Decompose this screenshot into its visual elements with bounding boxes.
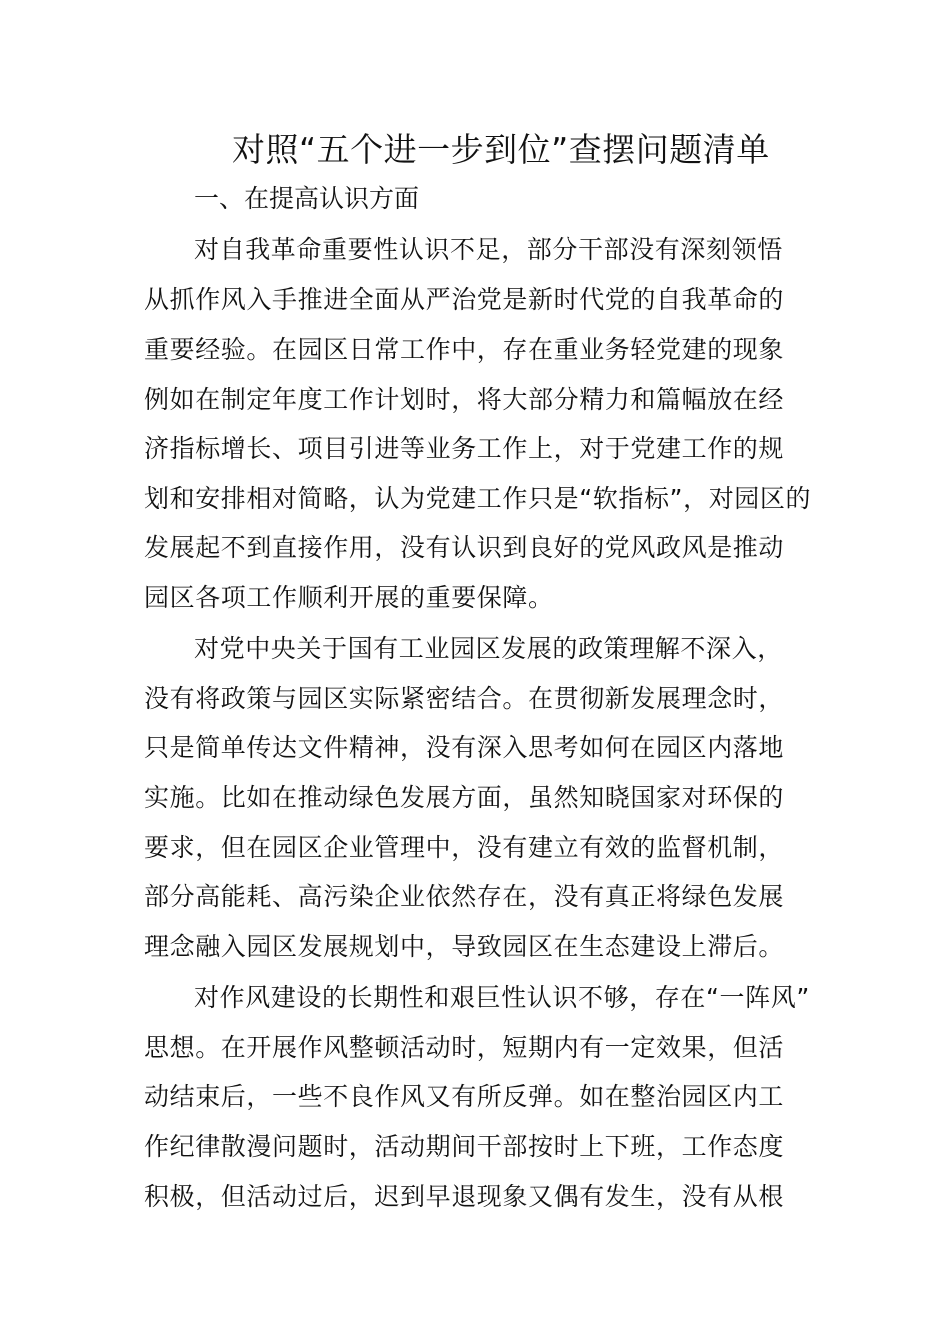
- paragraph-line: 从抓作风入手推进全面从严治党是新时代党的自我革命的: [144, 285, 785, 314]
- paragraph-line: 济指标增长、项目引进等业务工作上，对于党建工作的规: [144, 434, 785, 463]
- paragraph-line: 只是简单传达文件精神，没有深入思考如何在园区内落地: [144, 733, 785, 762]
- paragraph-line: 思想。在开展作风整顿活动时，短期内有一定效果，但活: [144, 1033, 785, 1062]
- paragraph-line: 没有将政策与园区实际紧密结合。在贯彻新发展理念时，: [144, 684, 785, 713]
- paragraph-line: 理念融入园区发展规划中，导致园区在生态建设上滞后。: [144, 932, 785, 961]
- paragraph-line: 重要经验。在园区日常工作中，存在重业务轻党建的现象: [144, 335, 785, 364]
- paragraph-line: 动结束后，一些不良作风又有所反弹。如在整治园区内工: [144, 1082, 785, 1111]
- paragraph-line: 实施。比如在推动绿色发展方面，虽然知晓国家对环保的: [144, 783, 785, 812]
- paragraph-line: 对自我革命重要性认识不足，部分干部没有深刻领悟: [194, 235, 783, 264]
- paragraph-line: 划和安排相对简略，认为党建工作只是“软指标”，对园区的: [144, 484, 812, 513]
- paragraph-line: 要求，但在园区企业管理中，没有建立有效的监督机制，: [144, 833, 785, 862]
- paragraph-line: 作纪律散漫问题时，活动期间干部按时上下班，工作态度: [144, 1132, 785, 1161]
- paragraph-line: 例如在制定年度工作计划时，将大部分精力和篇幅放在经: [144, 385, 785, 414]
- paragraph-line: 发展起不到直接作用，没有认识到良好的党风政风是推动: [144, 533, 785, 562]
- paragraph-line: 园区各项工作顺利开展的重要保障。: [144, 583, 554, 612]
- paragraph-line: 对作风建设的长期性和艰巨性认识不够，存在“一阵风”: [194, 983, 810, 1012]
- paragraph-line: 部分高能耗、高污染企业依然存在，没有真正将绿色发展: [144, 882, 785, 911]
- section-heading: 一、在提高认识方面: [194, 184, 420, 213]
- paragraph-line: 积极，但活动过后，迟到早退现象又偶有发生，没有从根: [144, 1182, 785, 1211]
- paragraph-line: 对党中央关于国有工业园区发展的政策理解不深入，: [194, 634, 783, 663]
- document-title: 对照“五个进一步到位”查摆问题清单: [232, 130, 770, 169]
